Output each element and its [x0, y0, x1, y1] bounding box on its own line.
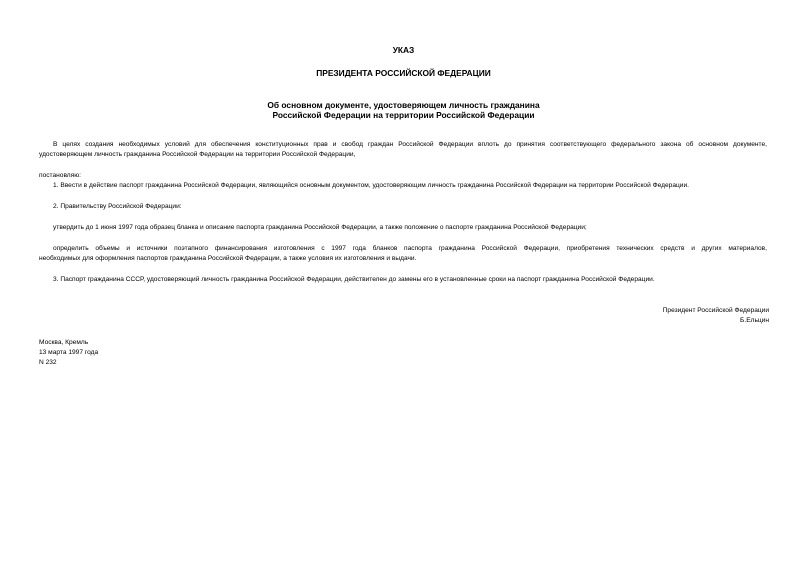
decree-word: постановляю:	[39, 172, 82, 179]
item-3: 3. Паспорт гражданина СССР, удостоверяющий личность гражданина Российской Федерации, действителен до замены его в установленные сроки на паспорт гражданина Российской Федерации.	[53, 276, 655, 283]
item-2-clause-b-line-2: необходимых для оформления паспортов гражданина Российской Федерации, а также условия их изготовления и выдачи.	[39, 255, 417, 262]
item-1: 1. Ввести в действие паспорт гражданина Российской Федерации, являющийся основным документом, удостоверяющим личность гражданина Российской Федерации на территории Российской Федерации.	[53, 182, 689, 189]
document-issuer: ПРЕЗИДЕНТА РОССИЙСКОЙ ФЕДЕРАЦИИ	[316, 68, 491, 78]
signature-position: Президент Российской Федерации	[662, 307, 769, 314]
item-2: 2. Правительству Российской Федерации:	[53, 203, 182, 210]
document-subject-line-1: Об основном документе, удостоверяющем личность гражданина	[267, 100, 540, 110]
item-2-clause-b-line-1: определить объемы и источники поэтапного финансирования изготовления с 1997 года бланков паспорта гражданина Российской Федерации, приобретения технических средств и других материалов,	[53, 245, 767, 252]
issue-date: 13 марта 1997 года	[39, 349, 99, 356]
document-subject-line-2: Российской Федерации на территории Российской Федерации	[272, 110, 535, 120]
signature-name: Б.Ельцин	[740, 317, 769, 324]
preamble-line-1: В целях создания необходимых условий для обеспечения конституционных прав и свобод граждан Российской Федерации вплоть до принятия соответствующего федерального закона об основном документе,	[53, 141, 767, 148]
document-title: УКАЗ	[392, 45, 415, 55]
item-2-clause-a: утвердить до 1 июня 1997 года образец бланка и описание паспорта гражданина Российской Федерации, а также положение о паспорте гражданина Российской Федерации;	[53, 224, 587, 231]
decree-number: N 232	[39, 359, 57, 366]
preamble-line-2: удостоверяющем личность гражданина Российской Федерации на территории Российской Федерации,	[39, 151, 356, 158]
issue-place: Москва, Кремль	[39, 339, 89, 346]
